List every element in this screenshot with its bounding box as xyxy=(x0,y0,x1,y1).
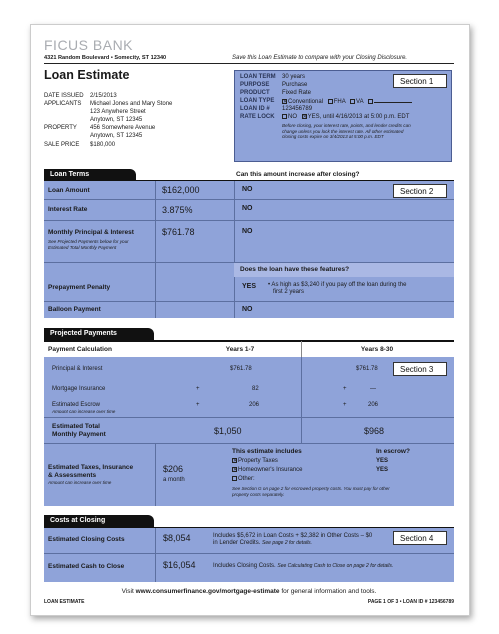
estimated-total-label-1: Estimated Total xyxy=(52,423,100,430)
monthly-pi-note xyxy=(48,239,129,250)
monthly-pi-answer: NO xyxy=(242,228,253,235)
balloon-payment-answer: NO xyxy=(242,306,253,313)
includes-other xyxy=(232,476,255,483)
checkbox-icon xyxy=(232,476,237,481)
rate-lock-no: NO xyxy=(288,114,297,121)
projected-rule xyxy=(44,340,454,342)
taxes-insurance-label xyxy=(48,464,133,479)
estimated-total-label xyxy=(52,423,106,439)
estimated-closing-costs: $8,054 xyxy=(163,533,191,543)
closing-costs-note-1: Includes $5,672 in Loan Costs + $2,382 in Other Costs – $0 xyxy=(213,533,373,539)
cash-to-close-note xyxy=(213,563,393,570)
prepayment-note-1: • As high as $3,240 if you pay off the loan during the xyxy=(268,282,407,288)
purpose-label: PURPOSE xyxy=(240,82,270,88)
estimated-total-label-2: Monthly Payment xyxy=(52,431,106,438)
taxes-amount: $206 xyxy=(163,464,184,474)
estimated-closing-costs-label: Estimated Closing Costs xyxy=(48,536,125,543)
property-label: PROPERTY xyxy=(44,125,77,131)
includes-note-2: property costs separately. xyxy=(232,491,285,497)
bank-address: 4321 Random Boulevard • Somecity, ST 12340 xyxy=(44,55,167,61)
section-4-label: Section 4 xyxy=(393,531,447,545)
rate-lock-options xyxy=(282,114,409,121)
section-3-label: Section 3 xyxy=(393,362,447,376)
plus-sign: + xyxy=(196,386,200,392)
purpose: Purchase xyxy=(282,82,308,88)
rate-lock-yes: YES, until 4/16/2013 at 5:00 p.m. EDT xyxy=(307,114,410,121)
escrow-years-1-7: 206 xyxy=(249,402,260,408)
divider xyxy=(301,357,302,443)
years-8-30-header: Years 8-30 xyxy=(360,346,394,353)
closing-costs-note-2b: See page 2 for details. xyxy=(262,540,313,546)
taxes-insurance-label-1: Estimated Taxes, Insurance xyxy=(48,464,134,471)
prepayment-note xyxy=(268,282,406,296)
checkbox-checked-icon: ✕ xyxy=(233,467,238,473)
rate-lock-note-2: change unless you lock the interest rate. All other estimated xyxy=(282,128,404,134)
includes-note xyxy=(232,486,390,497)
prepayment-penalty-answer: YES xyxy=(242,283,257,290)
mi-years-1-7: 82 xyxy=(252,386,259,392)
rate-lock-label: RATE LOCK xyxy=(240,114,275,120)
property-taxes-answer: YES xyxy=(376,458,389,464)
cfpb-link[interactable]: www.consumerfinance.gov/mortgage-estimate xyxy=(135,588,280,595)
checkbox-checked-icon: ✕ xyxy=(283,98,288,105)
includes-homeowners-insurance xyxy=(232,467,303,474)
applicant-address-1: 123 Anywhere Street xyxy=(90,109,146,115)
years-1-7-header: Years 1-7 xyxy=(225,346,255,353)
property-taxes-label: Property Taxes xyxy=(238,458,278,465)
loan-term: 30 years xyxy=(282,74,306,80)
property-address-1: 456 Somewhere Avenue xyxy=(90,125,156,131)
cash-to-close-note-b: See Calculating Cash to Close on page 2 for details. xyxy=(277,563,394,569)
loan-id: 123456789 xyxy=(282,106,313,112)
payment-calculation-label: Payment Calculation xyxy=(48,346,112,353)
pi-label: Principal & Interest xyxy=(52,366,103,372)
projected-payments-header: Projected Payments xyxy=(44,328,154,340)
mortgage-insurance-label: Mortgage Insurance xyxy=(52,386,106,392)
homeowners-insurance-answer: YES xyxy=(376,467,389,473)
plus-sign: + xyxy=(343,402,347,408)
save-note: Save this Loan Estimate to compare with your Closing Disclosure. xyxy=(232,55,408,61)
loan-type-options xyxy=(282,98,412,106)
divider xyxy=(44,220,454,221)
rate-lock-note-1: Before closing, your interest rate, points, and lender credits can xyxy=(282,123,411,128)
interest-rate-answer: NO xyxy=(242,205,253,212)
checkbox-icon xyxy=(368,99,373,104)
applicants-label: APPLICANTS xyxy=(44,101,82,107)
in-escrow-label: In escrow? xyxy=(376,448,410,455)
increase-question: Can this amount increase after closing? xyxy=(236,171,360,178)
monthly-pi-note-2: Estimated Total Monthly Payment xyxy=(48,244,117,250)
pi-years-1-7: $761.78 xyxy=(230,366,252,372)
date-issued-label: DATE ISSUED xyxy=(44,93,84,99)
loan-type-conventional: Conventional xyxy=(288,99,324,105)
visit-line xyxy=(44,588,454,595)
checkbox-icon xyxy=(350,99,355,104)
applicant-address-2: Anytown, ST 12345 xyxy=(90,117,143,123)
prepayment-note-2: first 2 years xyxy=(273,289,305,295)
divider xyxy=(301,341,302,357)
divider xyxy=(234,181,235,318)
taxes-frequency: a month xyxy=(163,477,185,483)
loan-type-other-line xyxy=(374,98,412,103)
bank-name: FICUS BANK xyxy=(44,37,134,53)
property-address-2: Anytown, ST 12345 xyxy=(90,133,143,139)
checkbox-checked-icon: ✕ xyxy=(302,114,307,120)
loan-type-va: VA xyxy=(356,99,364,105)
interest-rate-label: Interest Rate xyxy=(48,206,88,213)
section-1-label: Section 1 xyxy=(393,74,447,88)
escrow-years-8-30: 206 xyxy=(368,402,379,408)
rate-lock-note xyxy=(282,123,452,140)
escrow-note: Amount can increase over time xyxy=(52,409,116,414)
monthly-pi: $761.78 xyxy=(162,227,195,237)
plus-sign: + xyxy=(196,402,200,408)
divider xyxy=(155,443,156,506)
loan-type-label: LOAN TYPE xyxy=(240,98,275,104)
loan-term-label: LOAN TERM xyxy=(240,74,276,80)
divider xyxy=(44,553,454,554)
balloon-payment-label: Balloon Payment xyxy=(48,306,101,313)
mi-years-8-30: — xyxy=(370,386,376,392)
estimate-includes-label: This estimate includes xyxy=(232,448,302,455)
visit-text-a: Visit xyxy=(121,588,134,595)
footer-right: PAGE 1 OF 3 • LOAN ID # 123456789 xyxy=(367,599,454,605)
features-question: Does the loan have these features? xyxy=(240,266,350,273)
total-years-1-7: $1,050 xyxy=(214,426,242,436)
footer-left: LOAN ESTIMATE xyxy=(44,599,85,605)
includes-property-taxes xyxy=(232,458,278,465)
section-2-label: Section 2 xyxy=(393,184,447,198)
divider xyxy=(44,443,454,444)
divider xyxy=(44,301,454,302)
monthly-pi-note-1: See Projected Payments below for your xyxy=(48,239,129,244)
rate-lock-note-3: closing costs expire on 3/4/2013 at 5:00 p.m. EDT xyxy=(282,134,384,140)
homeowners-insurance-label: Homeowner's Insurance xyxy=(238,467,303,474)
product: Fixed Rate xyxy=(282,90,312,96)
pi-years-8-30: $761.78 xyxy=(356,366,378,372)
loan-amount-label: Loan Amount xyxy=(48,187,90,194)
divider xyxy=(155,181,156,318)
loan-type-fha: FHA xyxy=(333,99,346,105)
taxes-note: Amount can increase over time xyxy=(48,480,112,485)
loan-id-label: LOAN ID # xyxy=(240,106,270,112)
estimated-cash-to-close-label: Estimated Cash to Close xyxy=(48,563,125,570)
monthly-pi-label: Monthly Principal & Interest xyxy=(48,229,134,236)
checkbox-icon xyxy=(328,99,333,104)
header-rule xyxy=(44,63,454,64)
applicants: Michael Jones and Mary Stone xyxy=(90,101,173,107)
closing-costs-note xyxy=(213,533,372,547)
estimated-cash-to-close: $16,054 xyxy=(163,560,196,570)
divider xyxy=(155,528,156,582)
checkbox-icon xyxy=(282,114,287,119)
costs-at-closing-header: Costs at Closing xyxy=(44,515,154,527)
plus-sign: + xyxy=(343,386,347,392)
total-years-8-30: $968 xyxy=(364,426,385,436)
other-label: Other: xyxy=(238,476,255,483)
loan-terms-header: Loan Terms xyxy=(44,169,136,181)
divider xyxy=(44,417,454,418)
escrow-label: Estimated Escrow xyxy=(52,402,101,408)
interest-rate: 3.875% xyxy=(162,205,193,215)
sale-price: $180,000 xyxy=(90,142,116,148)
product-label: PRODUCT xyxy=(240,90,270,96)
date-issued: 2/15/2013 xyxy=(90,93,117,99)
checkbox-checked-icon: ✕ xyxy=(233,458,238,464)
visit-text-b: for general information and tools. xyxy=(281,588,377,595)
sale-price-label: SALE PRICE xyxy=(44,142,80,148)
taxes-insurance-label-2: & Assessments xyxy=(48,471,97,479)
prepayment-penalty-label: Prepayment Penalty xyxy=(48,284,111,291)
loan-amount: $162,000 xyxy=(162,185,200,195)
loan-amount-answer: NO xyxy=(242,186,253,193)
cash-to-close-note-a: Includes Closing Costs. xyxy=(213,563,276,569)
divider xyxy=(44,199,454,200)
includes-note-1: See Section G on page 2 for escrowed property costs. You must pay for other xyxy=(232,486,390,491)
page-title: Loan Estimate xyxy=(44,68,130,82)
closing-costs-note-2a: in Lender Credits. xyxy=(213,540,261,546)
